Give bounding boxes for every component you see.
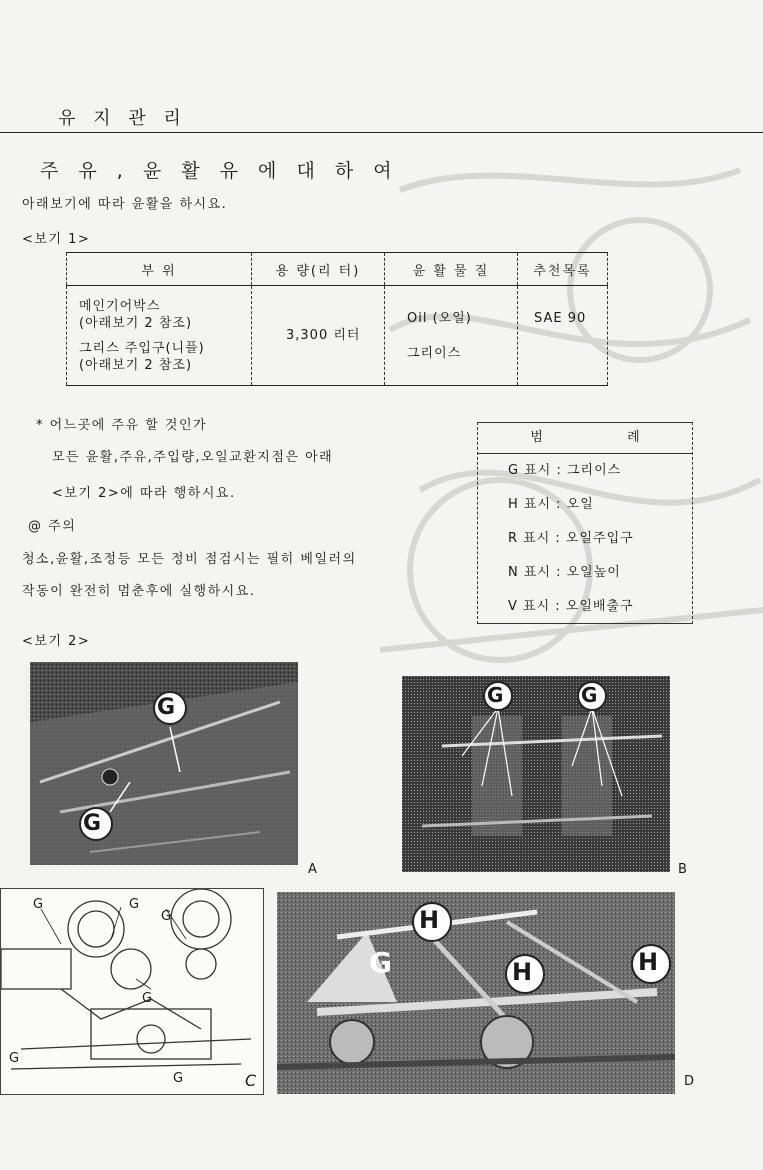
photo-c-label: C [245, 1071, 257, 1090]
table-header-capacity: 용 량(리 터) [252, 253, 385, 286]
material1: Oil (오일) [407, 310, 472, 326]
legend-item-v: V 표시 : 오일배출구 [508, 599, 634, 614]
legend-item-g: G 표시 : 그리이스 [508, 463, 622, 478]
part1-ref: (아래보기 2 참조) [79, 315, 193, 331]
photo-b-label: B [678, 862, 687, 877]
intro-text: 아래보기에 따라 윤활을 하시요. [22, 197, 228, 212]
part2-ref: (아래보기 2 참조) [79, 357, 193, 373]
view2-label: <보기 2> [22, 634, 91, 649]
where-title: * 어느곳에 주유 할 것인가 [36, 418, 208, 433]
section-title: 주 유 , 윤 활 유 에 대 하 여 [40, 160, 399, 182]
header-divider [0, 132, 763, 133]
photo-c-mark-6: G [173, 1071, 184, 1086]
caution-line2: 작동이 완전히 멈춘후에 실행하시요. [22, 584, 256, 599]
photo-d [277, 892, 675, 1094]
photo-b-mark-2: G [581, 683, 598, 707]
photo-d-label: D [684, 1074, 695, 1089]
photo-a-mark-2: G [83, 811, 102, 836]
legend-item-h: H 표시 : 오일 [508, 497, 594, 512]
photo-b-mark-1: G [487, 683, 504, 707]
photo-c [0, 888, 264, 1095]
header-title: 유 지 관 리 [58, 108, 187, 129]
legend-title: 범 례 [478, 423, 692, 454]
photo-a-mark-1: G [157, 695, 176, 720]
where-line1: 모든 윤활,주유,주입량,오일교환지점은 아래 [52, 450, 334, 465]
table-cell-material [385, 286, 518, 386]
photo-a [30, 662, 298, 865]
photo-d-mark-4: H [638, 948, 659, 976]
legend-item-n: N 표시 : 오일높이 [508, 565, 621, 580]
photo-d-mark-3: H [512, 958, 533, 986]
caution-line1: 청소,윤활,조정등 모든 정비 점검시는 필히 베일러의 [22, 552, 357, 567]
caution-title: @ 주의 [28, 519, 77, 534]
table-header-recommend: 추천목록 [518, 253, 608, 286]
part2-name: 그리스 주입구(니플) [79, 340, 205, 356]
photo-a-label: A [308, 862, 317, 877]
legend-item-r: R 표시 : 오일주입구 [508, 531, 634, 546]
lubrication-table [66, 252, 608, 386]
photo-c-mark-5: G [9, 1051, 20, 1066]
photo-c-mark-2: G [129, 897, 140, 912]
legend-box [477, 422, 693, 624]
table-cell-recommend: SAE 90 [518, 286, 608, 386]
table-header-part: 부 위 [67, 253, 252, 286]
photo-b [402, 676, 670, 872]
photo-c-mark-1: G [33, 897, 44, 912]
view1-label: <보기 1> [22, 232, 91, 247]
photo-d-mark-2: G [369, 946, 392, 979]
table-cell-part [67, 286, 252, 386]
photo-c-mark-3: G [161, 909, 172, 924]
where-line2: <보기 2>에 따라 행하시요. [52, 486, 236, 501]
table-header-material: 윤 활 물 질 [385, 253, 518, 286]
material2: 그리이스 [407, 345, 462, 361]
table-cell-capacity: 3,300 리터 [252, 286, 385, 386]
photo-d-mark-1: H [419, 906, 440, 934]
photo-c-mark-4: G [142, 991, 153, 1006]
part1-name: 메인기어박스 [79, 298, 161, 314]
